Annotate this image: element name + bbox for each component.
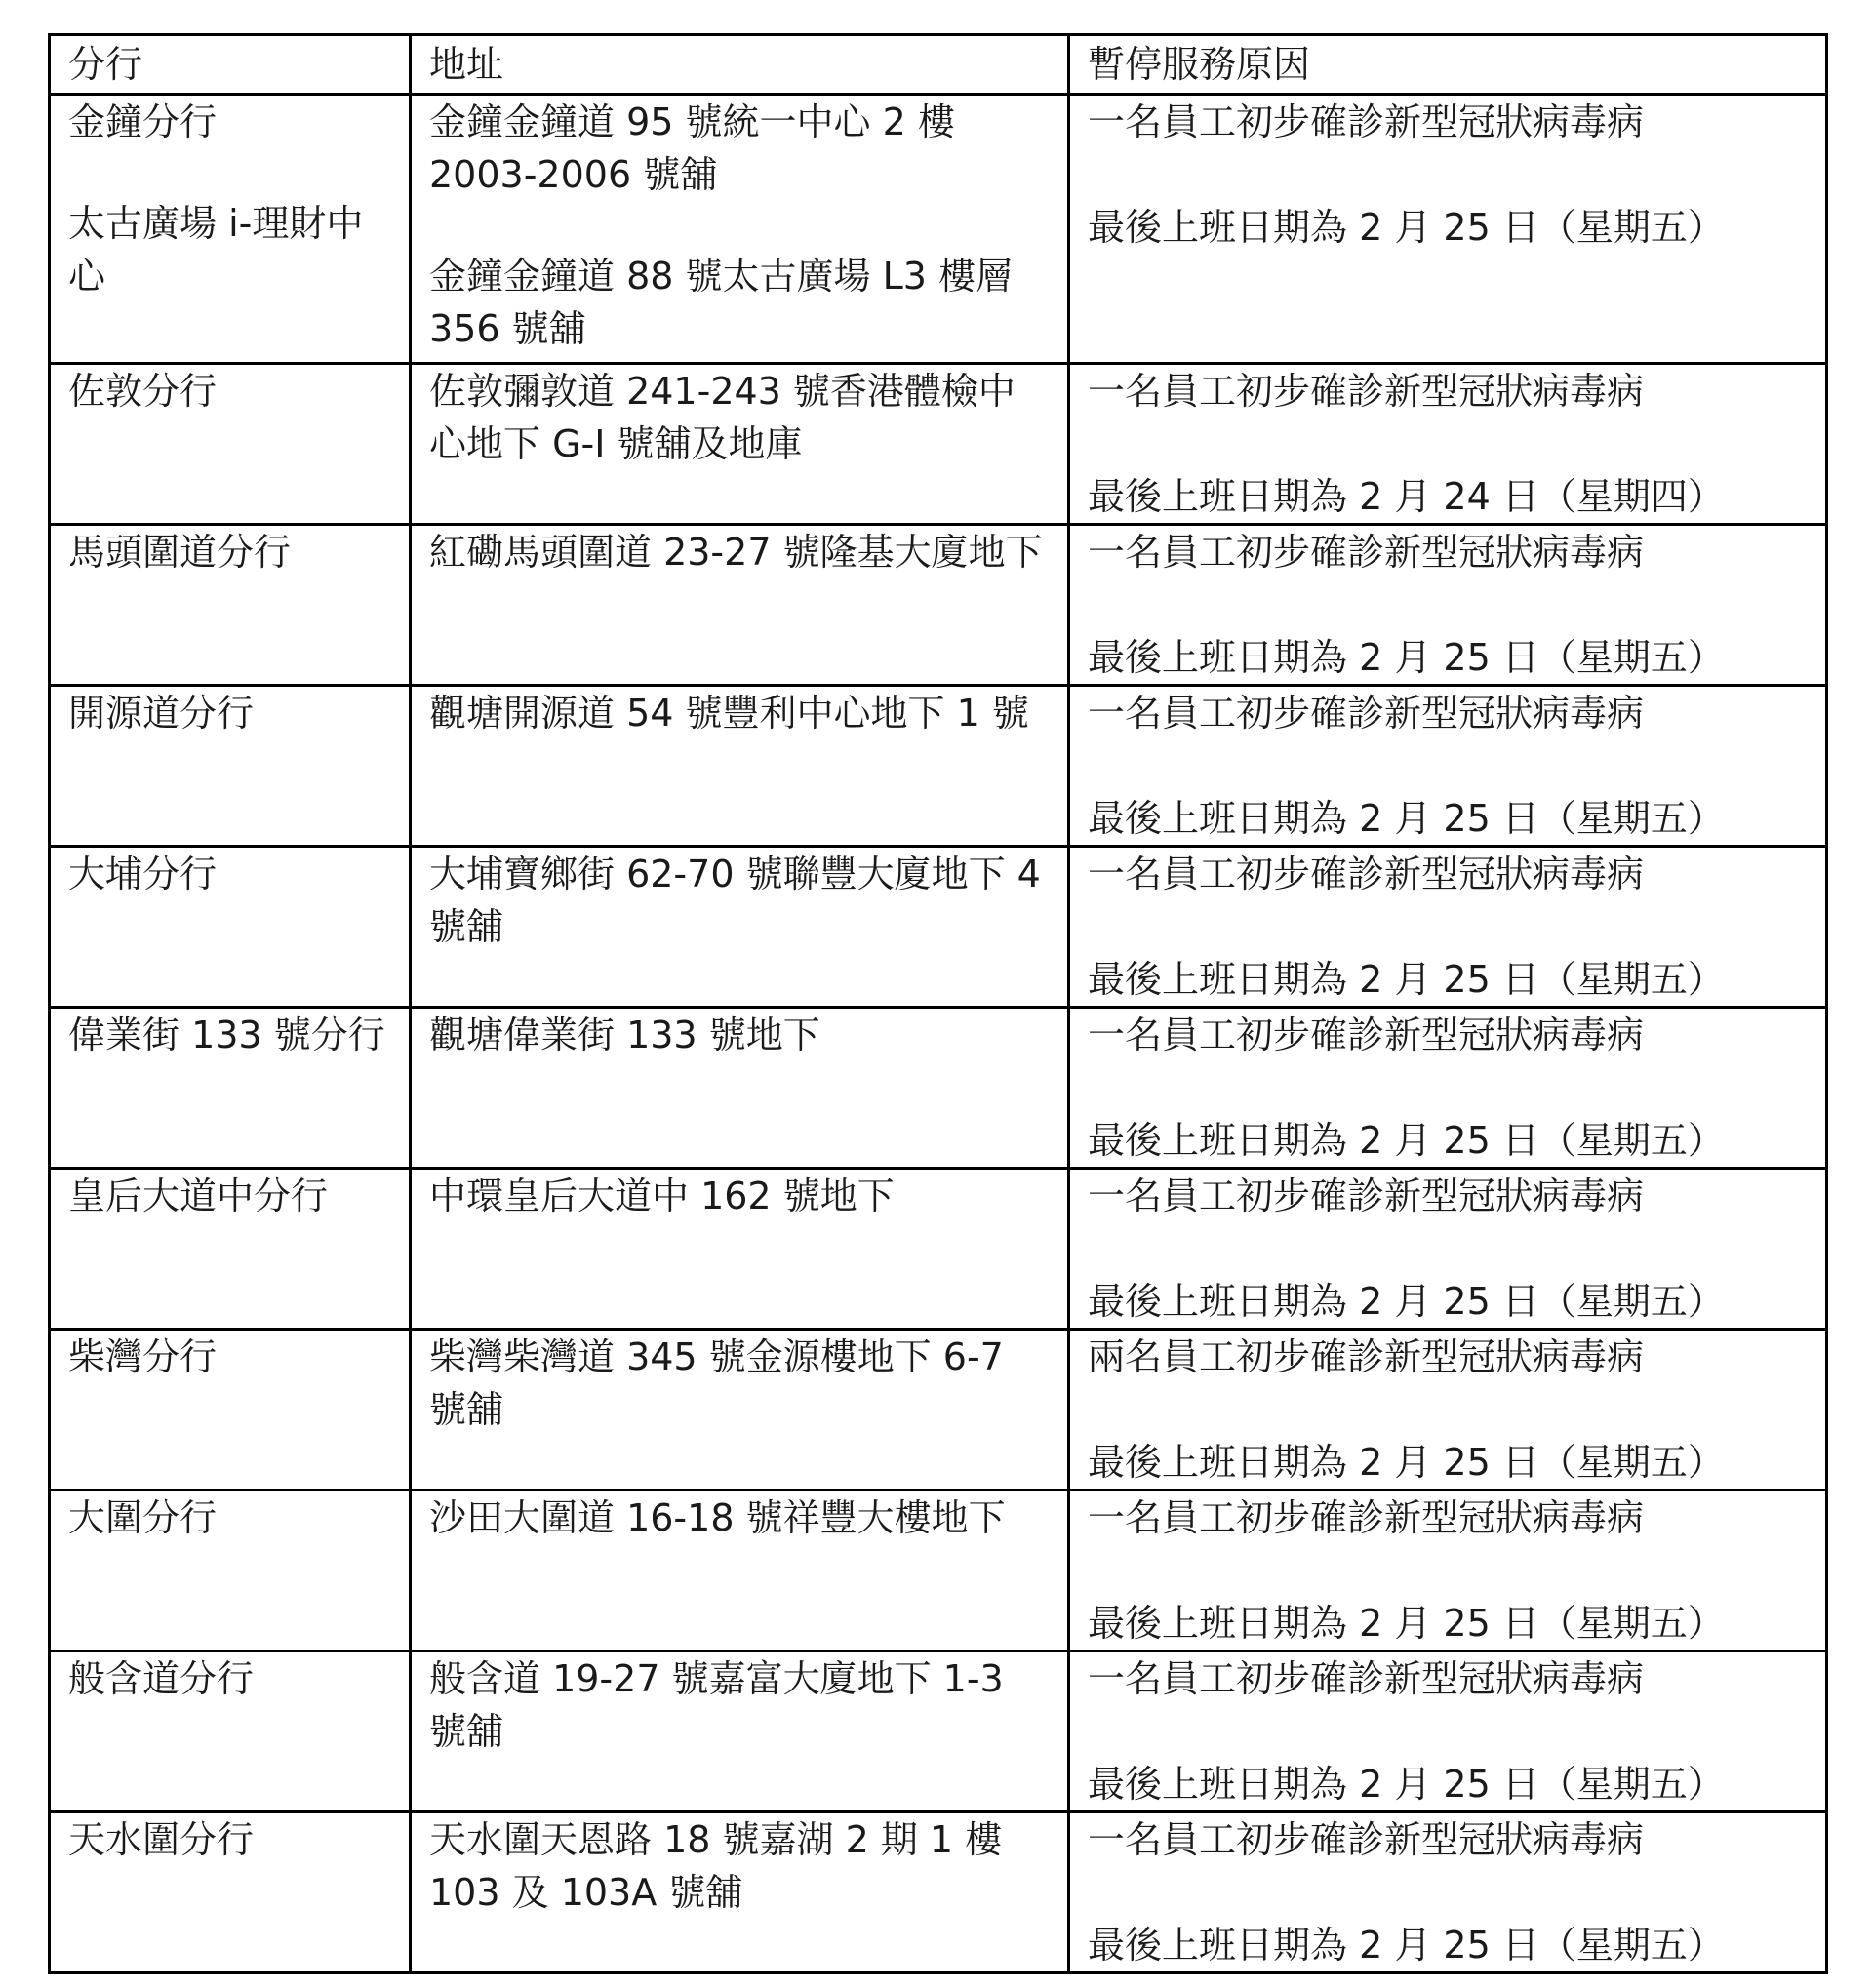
reason-text: 一名員工初步確診新型冠狀病毒病 <box>1088 853 1645 895</box>
last-work-day: 最後上班日期為 2 月 24 日（星期四） <box>1088 475 1725 518</box>
cell-spacer <box>1088 1222 1808 1275</box>
address-cell <box>411 1008 1069 1169</box>
reason-cell <box>1069 1651 1827 1812</box>
reason-cell <box>1069 95 1827 364</box>
address-text: 金鐘金鐘道 95 號統一中心 2 樓 2003-2006 號舖 <box>429 100 955 196</box>
last-work-day: 最後上班日期為 2 月 25 日（星期五） <box>1088 1119 1725 1162</box>
header-reason: 暫停服務原因 <box>1069 35 1827 95</box>
address-cell <box>411 1491 1069 1651</box>
branch-cell <box>50 95 411 364</box>
reason-cell <box>1069 1812 1827 1973</box>
table-row <box>50 1812 1827 1973</box>
table-body <box>50 95 1827 1973</box>
reason-cell <box>1069 364 1827 525</box>
branch-cell <box>50 525 411 686</box>
cell-spacer <box>429 201 1050 250</box>
reason-text: 一名員工初步確診新型冠狀病毒病 <box>1088 370 1645 413</box>
branch-cell <box>50 364 411 525</box>
table-row <box>50 1008 1827 1169</box>
address-text: 紅磡馬頭圍道 23-27 號隆基大廈地下 <box>429 531 1043 574</box>
cell-spacer <box>1088 578 1808 631</box>
branch-cell <box>50 1330 411 1491</box>
table-row <box>50 1491 1827 1651</box>
reason-text: 一名員工初步確診新型冠狀病毒病 <box>1088 1496 1645 1539</box>
branch-name: 大圍分行 <box>68 1496 218 1539</box>
table-row <box>50 1169 1827 1330</box>
last-work-day: 最後上班日期為 2 月 25 日（星期五） <box>1088 1763 1725 1806</box>
address-text: 觀塘開源道 54 號豐利中心地下 1 號 <box>429 692 1029 735</box>
branch-cell <box>50 686 411 847</box>
last-work-day: 最後上班日期為 2 月 25 日（星期五） <box>1088 206 1725 249</box>
last-work-day: 最後上班日期為 2 月 25 日（星期五） <box>1088 797 1725 840</box>
header-row <box>50 35 1827 95</box>
cell-spacer <box>1088 1544 1808 1597</box>
last-work-day: 最後上班日期為 2 月 25 日（星期五） <box>1088 636 1725 679</box>
address-cell <box>411 1812 1069 1973</box>
cell-spacer <box>1088 1705 1808 1758</box>
reason-text: 兩名員工初步確診新型冠狀病毒病 <box>1088 1335 1645 1378</box>
cell-spacer <box>68 148 391 197</box>
branch-cell <box>50 1812 411 1973</box>
address-cell <box>411 847 1069 1008</box>
cell-spacer <box>1088 148 1808 201</box>
branch-name: 大埔分行 <box>68 853 218 895</box>
branch-closure-table <box>48 33 1828 1974</box>
reason-cell <box>1069 686 1827 847</box>
address-cell <box>411 1651 1069 1812</box>
last-work-day: 最後上班日期為 2 月 25 日（星期五） <box>1088 1441 1725 1484</box>
reason-text: 一名員工初步確診新型冠狀病毒病 <box>1088 1657 1645 1700</box>
reason-text: 一名員工初步確診新型冠狀病毒病 <box>1088 1014 1645 1056</box>
last-work-day: 最後上班日期為 2 月 25 日（星期五） <box>1088 1602 1725 1645</box>
table-row <box>50 686 1827 847</box>
branch-name: 柴灣分行 <box>68 1335 218 1378</box>
branch-name: 般含道分行 <box>68 1657 255 1700</box>
reason-cell <box>1069 1330 1827 1491</box>
reason-text: 一名員工初步確診新型冠狀病毒病 <box>1088 1818 1645 1861</box>
address-text: 大埔寶鄉街 62-70 號聯豐大廈地下 4 號舖 <box>429 853 1041 948</box>
address-text: 中環皇后大道中 162 號地下 <box>429 1174 895 1217</box>
last-work-day: 最後上班日期為 2 月 25 日（星期五） <box>1088 958 1725 1001</box>
header-address: 地址 <box>411 35 1069 95</box>
table-row <box>50 95 1827 364</box>
cell-spacer <box>1088 900 1808 953</box>
address-cell <box>411 364 1069 525</box>
branch-name: 偉業街 133 號分行 <box>68 1014 385 1056</box>
branch-cell <box>50 1008 411 1169</box>
address-text: 金鐘金鐘道 88 號太古廣場 L3 樓層 356 號舖 <box>429 255 1014 350</box>
address-cell <box>411 686 1069 847</box>
reason-cell <box>1069 1008 1827 1169</box>
table-row <box>50 1330 1827 1491</box>
address-cell <box>411 95 1069 364</box>
address-text: 佐敦彌敦道 241-243 號香港體檢中心地下 G-I 號舖及地庫 <box>429 370 1016 465</box>
address-cell <box>411 1169 1069 1330</box>
branch-name: 馬頭圍道分行 <box>68 531 292 574</box>
branch-cell <box>50 847 411 1008</box>
reason-text: 一名員工初步確診新型冠狀病毒病 <box>1088 1174 1645 1217</box>
reason-text: 一名員工初步確診新型冠狀病毒病 <box>1088 100 1645 143</box>
address-text: 柴灣柴灣道 345 號金源樓地下 6-7 號舖 <box>429 1335 1004 1431</box>
last-work-day: 最後上班日期為 2 月 25 日（星期五） <box>1088 1924 1725 1967</box>
reason-cell <box>1069 1491 1827 1651</box>
reason-text: 一名員工初步確診新型冠狀病毒病 <box>1088 692 1645 735</box>
reason-cell <box>1069 525 1827 686</box>
cell-spacer <box>1088 1061 1808 1114</box>
address-text: 觀塘偉業街 133 號地下 <box>429 1014 820 1056</box>
branch-name: 太古廣場 i-理財中心 <box>68 202 364 298</box>
header-branch: 分行 <box>50 35 411 95</box>
branch-name: 天水圍分行 <box>68 1818 255 1861</box>
branch-name: 開源道分行 <box>68 692 255 735</box>
table-row <box>50 847 1827 1008</box>
reason-cell <box>1069 847 1827 1008</box>
reason-cell <box>1069 1169 1827 1330</box>
branch-closure-table-container <box>48 33 1825 1974</box>
reason-text: 一名員工初步確診新型冠狀病毒病 <box>1088 531 1645 574</box>
table-row <box>50 364 1827 525</box>
branch-name: 佐敦分行 <box>68 370 218 413</box>
address-cell <box>411 525 1069 686</box>
table-header <box>50 35 1827 95</box>
address-text: 沙田大圍道 16-18 號祥豐大樓地下 <box>429 1496 1006 1539</box>
branch-cell <box>50 1651 411 1812</box>
address-cell <box>411 1330 1069 1491</box>
cell-spacer <box>1088 417 1808 470</box>
last-work-day: 最後上班日期為 2 月 25 日（星期五） <box>1088 1280 1725 1323</box>
table-row <box>50 525 1827 686</box>
table-row <box>50 1651 1827 1812</box>
address-text: 天水圍天恩路 18 號嘉湖 2 期 1 樓 103 及 103A 號舖 <box>429 1818 1003 1914</box>
branch-cell <box>50 1491 411 1651</box>
cell-spacer <box>1088 1866 1808 1919</box>
branch-name: 皇后大道中分行 <box>68 1174 329 1217</box>
cell-spacer <box>1088 1383 1808 1436</box>
address-text: 般含道 19-27 號嘉富大廈地下 1-3 號舖 <box>429 1657 1004 1753</box>
branch-name: 金鐘分行 <box>68 100 218 143</box>
branch-cell <box>50 1169 411 1330</box>
cell-spacer <box>1088 739 1808 792</box>
